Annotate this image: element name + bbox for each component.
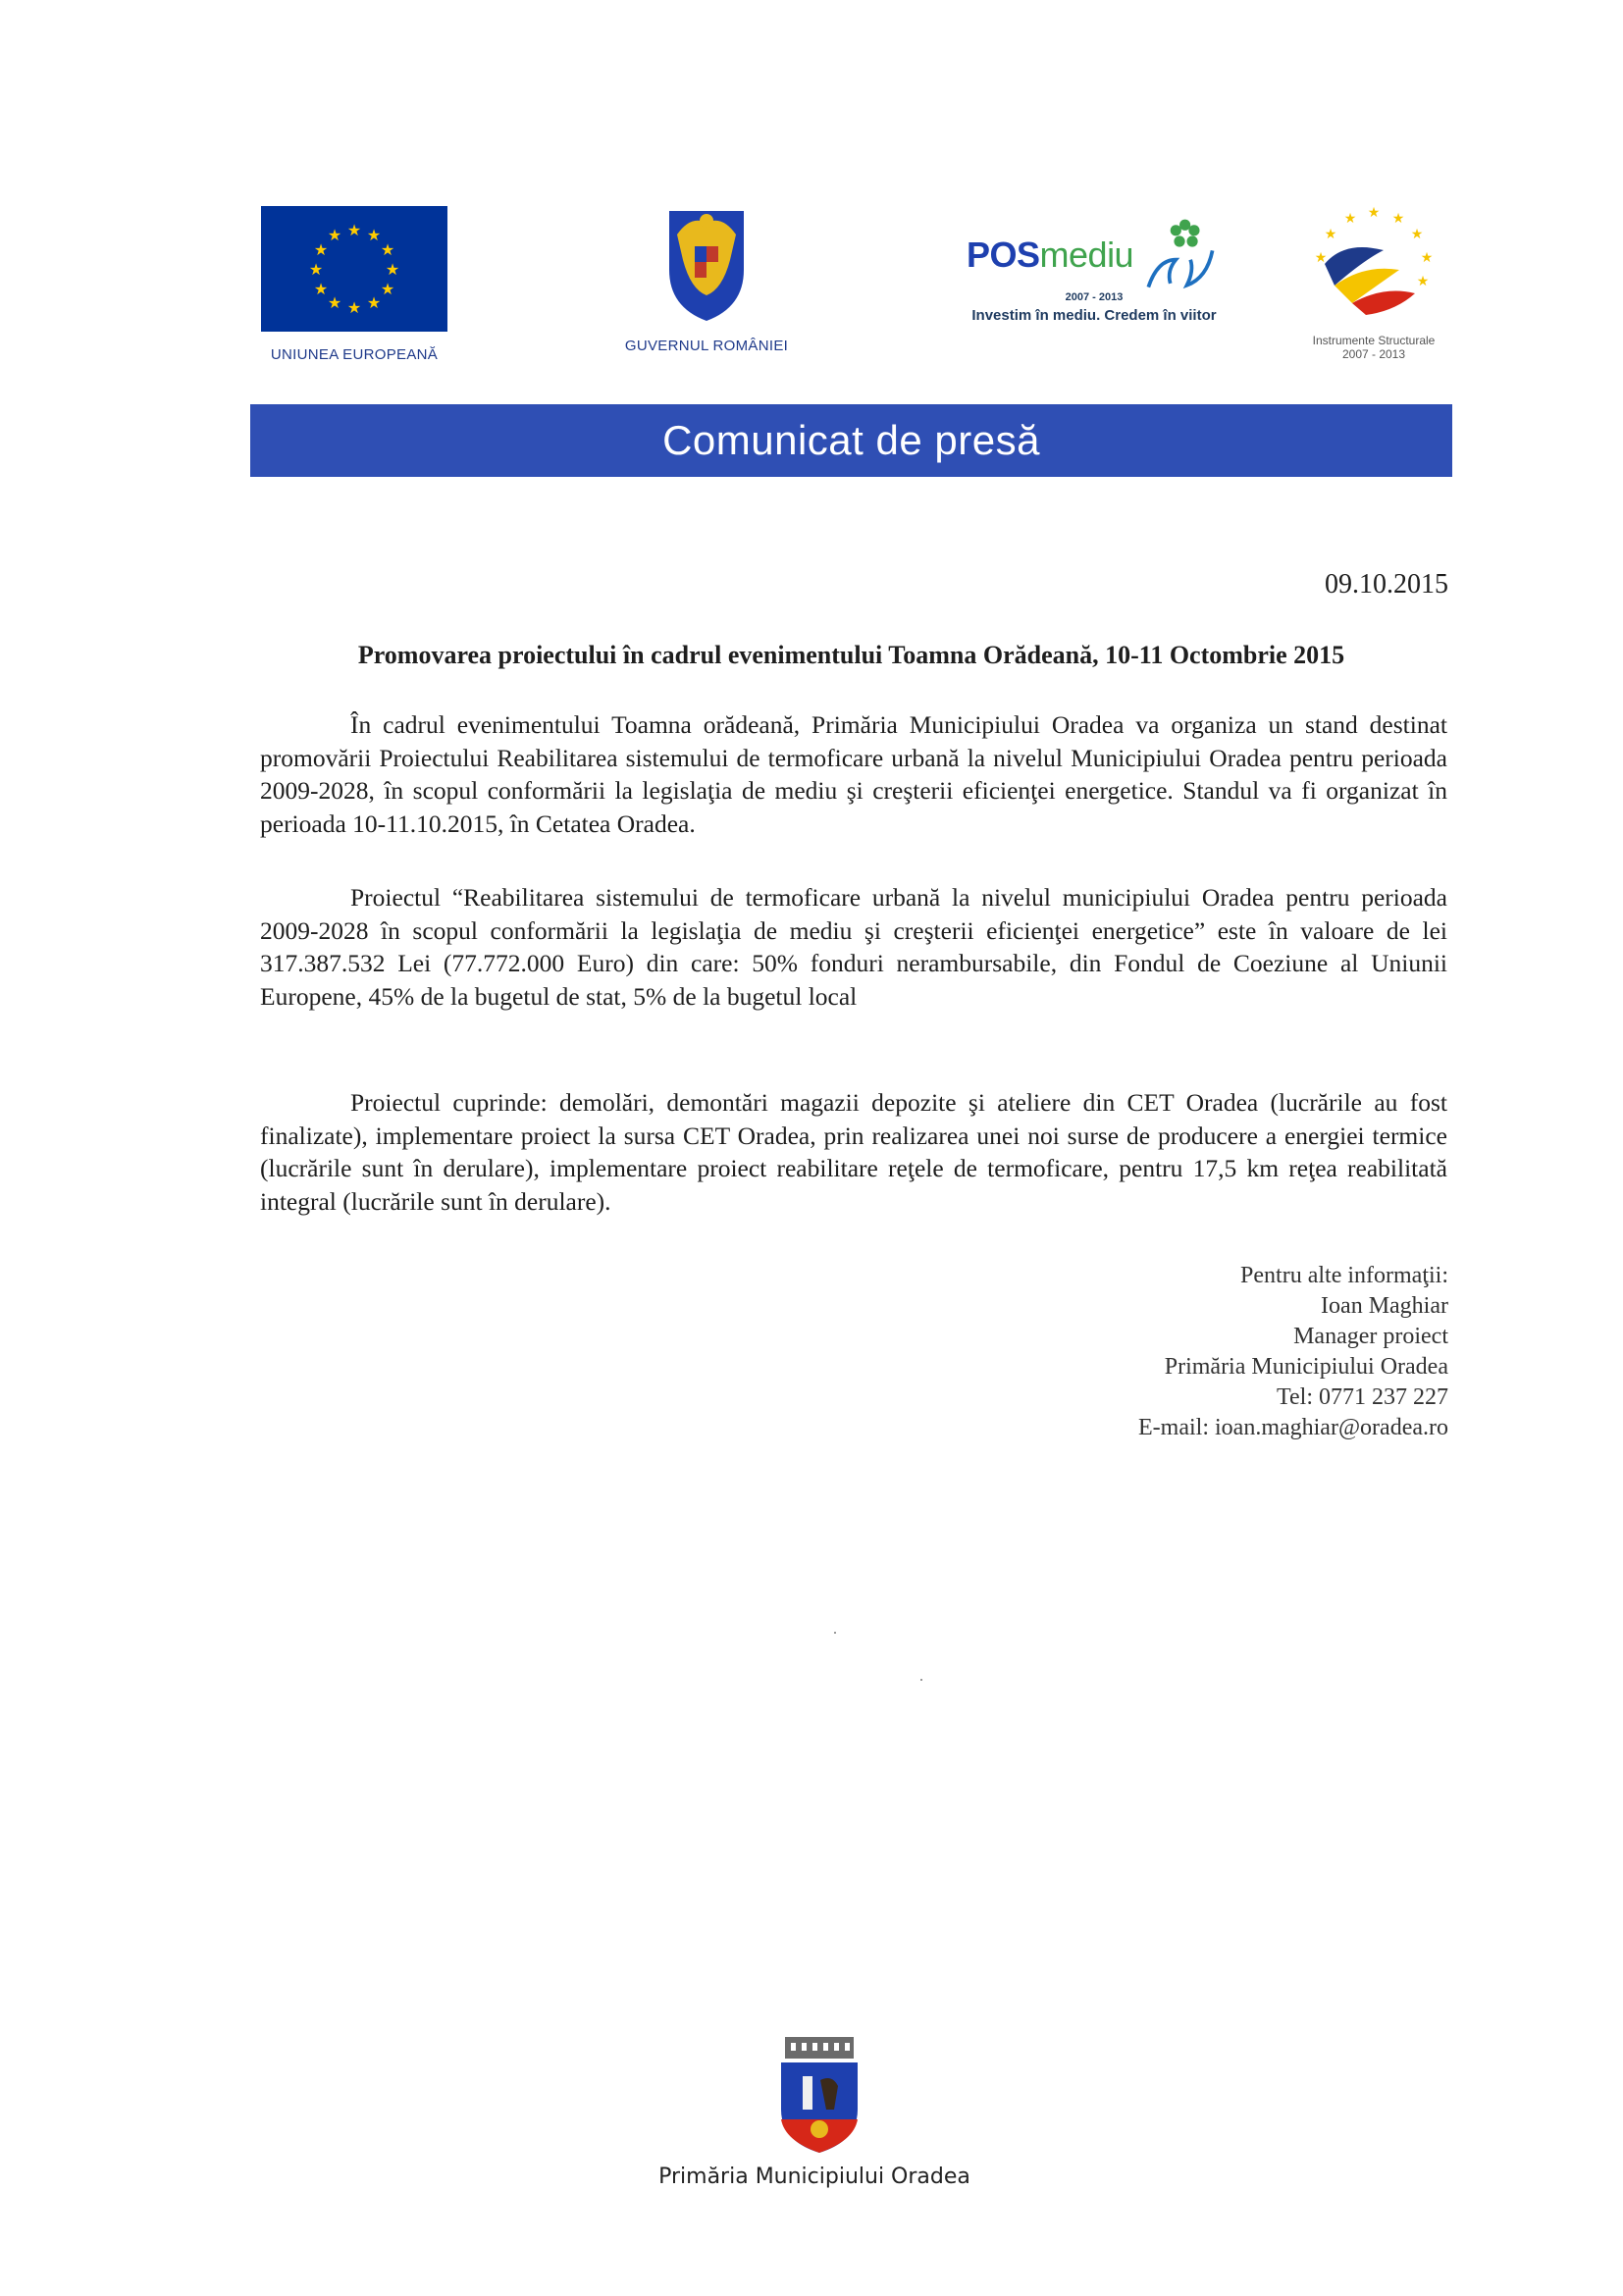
posmediu-name-pos: POS <box>967 235 1040 275</box>
contact-org: Primăria Municipiului Oradea <box>1164 1354 1448 1380</box>
press-release-banner <box>250 404 1452 477</box>
instrumente-structurale-icon <box>1305 201 1442 329</box>
structural-line2: 2007 - 2013 <box>1341 347 1406 361</box>
oradea-coat-of-arms-icon <box>775 2031 864 2157</box>
paragraph-1: În cadrul evenimentului Toamna orădeană, Primăria Municipiului Oradea va organiza un stand destinat promovării Proiectului Reabilitarea sistemului de termoficare urbană la nivelul Municipiului Oradea pentru perioada 2009-2028, în scopul conformării la legislaţia de mediu şi creşterii eficienţei energetice. Standul va fi organizat în perioada 10-11.10.2015, în Cetatea Oradea. <box>260 710 1447 838</box>
contact-email: E-mail: ioan.maghiar@oradea.ro <box>1138 1415 1448 1440</box>
contact-tel: Tel: 0771 237 227 <box>1277 1384 1448 1410</box>
gov-logo <box>608 201 805 354</box>
svg-text:★: ★ <box>1410 227 1424 242</box>
svg-text:★: ★ <box>1367 205 1381 221</box>
svg-text:★: ★ <box>1420 250 1434 266</box>
release-date: 09.10.2015 <box>1325 569 1448 600</box>
contact-block <box>981 1261 1448 1443</box>
headline: Promovarea proiectului în cadrul evenimentului Toamna Orădeană, 10-11 Octombrie 2015 <box>357 641 1345 669</box>
banner-title: Comunicat de presă <box>662 417 1040 463</box>
svg-text:★: ★ <box>1314 250 1328 266</box>
svg-text:★: ★ <box>380 240 395 259</box>
instrumente-structurale-logo <box>1295 201 1452 361</box>
gov-caption: GUVERNUL ROMÂNIEI <box>624 338 789 354</box>
svg-text:★: ★ <box>327 226 342 244</box>
svg-text:★: ★ <box>327 293 342 312</box>
structural-line1: Instrumente Structurale <box>1312 334 1436 347</box>
romania-coat-of-arms-icon <box>661 201 752 323</box>
posmediu-slogan: Investim în mediu. Credem în viitor <box>971 307 1217 324</box>
svg-text:★: ★ <box>1343 211 1357 227</box>
posmediu-name-mediu: mediu <box>1039 235 1134 275</box>
svg-text:★: ★ <box>346 298 362 317</box>
svg-text:★: ★ <box>385 260 400 279</box>
contact-name: Ioan Maghiar <box>1321 1293 1448 1319</box>
svg-text:★: ★ <box>380 280 395 298</box>
scan-speck <box>834 1632 836 1634</box>
svg-text:★: ★ <box>1391 211 1405 227</box>
posmediu-logo <box>967 211 1222 324</box>
posmediu-years: 2007 - 2013 <box>1065 291 1124 303</box>
eu-flag-icon <box>261 206 447 332</box>
svg-text:★: ★ <box>366 226 382 244</box>
contact-intro: Pentru alte informaţii: <box>1240 1263 1448 1288</box>
svg-text:★: ★ <box>1324 227 1337 242</box>
svg-text:★: ★ <box>313 240 329 259</box>
scan-speck <box>920 1679 922 1681</box>
eu-logo <box>261 206 447 363</box>
svg-text:★: ★ <box>346 221 362 239</box>
svg-text:★: ★ <box>308 260 324 279</box>
eu-caption: UNIUNEA EUROPEANĂ <box>270 346 439 363</box>
paragraph-2: Proiectul “Reabilitarea sistemului de termoficare urbană la nivelul municipiului Oradea pentru perioada 2009-2028 în scopul conformării la legislaţia de mediu şi creşterii eficienţei energetice” este în valoare de lei 317.387.532 Lei (77.772.000 Euro) din care: 50% fonduri nerambursabile, din Fondul de Coeziune al Uniunii Europene, 45% de la bugetul de stat, 5% de la bugetul local <box>260 883 1447 1011</box>
contact-role: Manager proiect <box>1293 1324 1448 1349</box>
paragraph-3: Proiectul cuprinde: demolări, demontări magazii depozite şi ateliere din CET Oradea (lucrările au fost finalizate), implementare proiect la sursa CET Oradea, prin realizarea unei noi surse de producere a energiei termice (lucrările sunt în derulare), implementare proiect reabilitare reţele de termoficare, pentru 17,5 km reţea reabilitată integral (lucrările sunt în derulare). <box>260 1088 1447 1216</box>
footer-organization: Primăria Municipiului Oradea <box>658 2165 970 2189</box>
svg-text:★: ★ <box>313 280 329 298</box>
oradea-logo <box>775 2031 864 2162</box>
svg-text:★: ★ <box>366 293 382 312</box>
posmediu-hands-flower-icon <box>1139 211 1222 299</box>
svg-text:★: ★ <box>1416 274 1430 289</box>
